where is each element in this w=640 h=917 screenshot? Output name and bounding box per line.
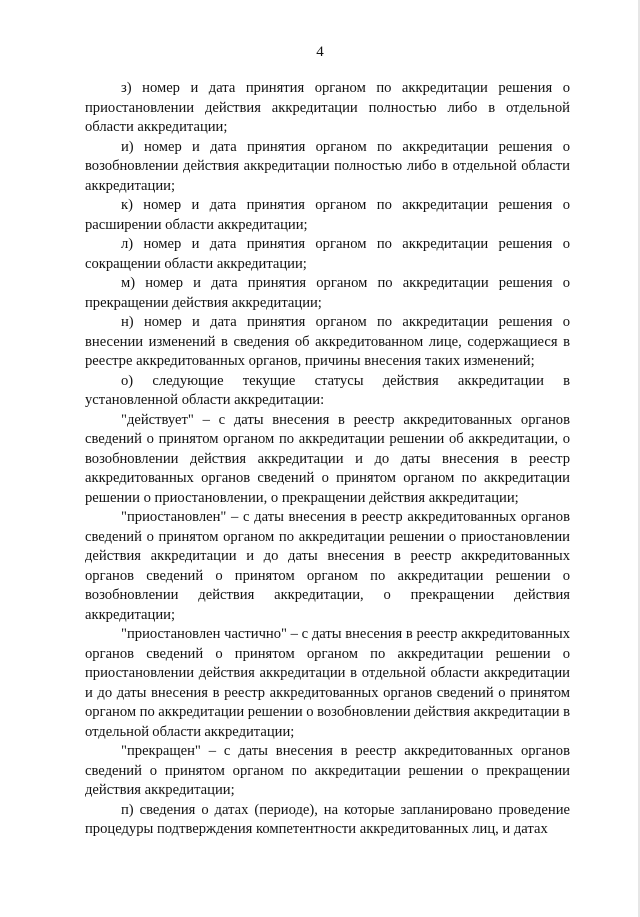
paragraph-p: п) сведения о датах (периоде), на которые запланировано проведение процедуры подтверждения компетентности аккредитованных лиц, и датах	[85, 801, 570, 837]
paragraph-l: л) номер и дата принятия органом по аккредитации решения о сокращении области аккредитации;	[85, 236, 570, 272]
status-terminated-paragraph: "прекращен" – с даты внесения в реестр аккредитованных органов сведений о принятом органом по аккредитации решении о прекращении действия аккредитации;	[85, 743, 570, 798]
paragraph-m: м) номер и дата принятия органом по аккредитации решения о прекращении действия аккредитации;	[85, 275, 570, 311]
paragraph-z: з) номер и дата принятия органом по аккредитации решения о приостановлении действия аккредитации полностью либо в отдельной области аккредитации;	[85, 80, 570, 135]
paragraph-n: н) номер и дата принятия органом по аккредитации решения о внесении изменений в сведения об аккредитованном лице, содержащиеся в реестре аккредитованных органов, причины внесения таких изменений;	[85, 314, 570, 369]
status-active-paragraph: "действует" – с даты внесения в реестр аккредитованных органов сведений о принятом органом по аккредитации решении об аккредитации, о возобновлении действия аккредитации и до даты внесения в реестр аккредитованных органов сведений о принятом органом по аккредитации решении о приостановлении, о прекращении действия аккредитации;	[85, 411, 570, 506]
status-suspended-paragraph: "приостановлен" – с даты внесения в реестр аккредитованных органов сведений о принятом органом по аккредитации решении о приостановлении действия аккредитации и до даты внесения в реестр аккредитованных органов сведений о принятом органом по аккредитации решении о возобновлении действия аккредитации, о прекращении действия аккредитации;	[85, 509, 570, 623]
document-body	[85, 79, 570, 840]
paragraph-i: и) номер и дата принятия органом по аккредитации решения о возобновлении действия аккредитации полностью либо в отдельной области аккредитации;	[85, 138, 570, 194]
paragraph-o: о) следующие текущие статусы действия аккредитации в установленной области аккредитации:	[85, 372, 570, 408]
status-partially-suspended-paragraph: "приостановлен частично" – с даты внесения в реестр аккредитованных органов сведений о принятом органом по аккредитации решении о приостановлении действия аккредитации в отдельной области аккредитации и до даты внесения в реестр аккредитованных органов сведений о принятом органом по аккредитации решении о возобновлении действия аккредитации в отдельной области аккредитации;	[85, 626, 570, 740]
page-number: 4	[316, 44, 324, 60]
paragraph-k: к) номер и дата принятия органом по аккредитации решения о расширении области аккредитации;	[85, 197, 570, 233]
